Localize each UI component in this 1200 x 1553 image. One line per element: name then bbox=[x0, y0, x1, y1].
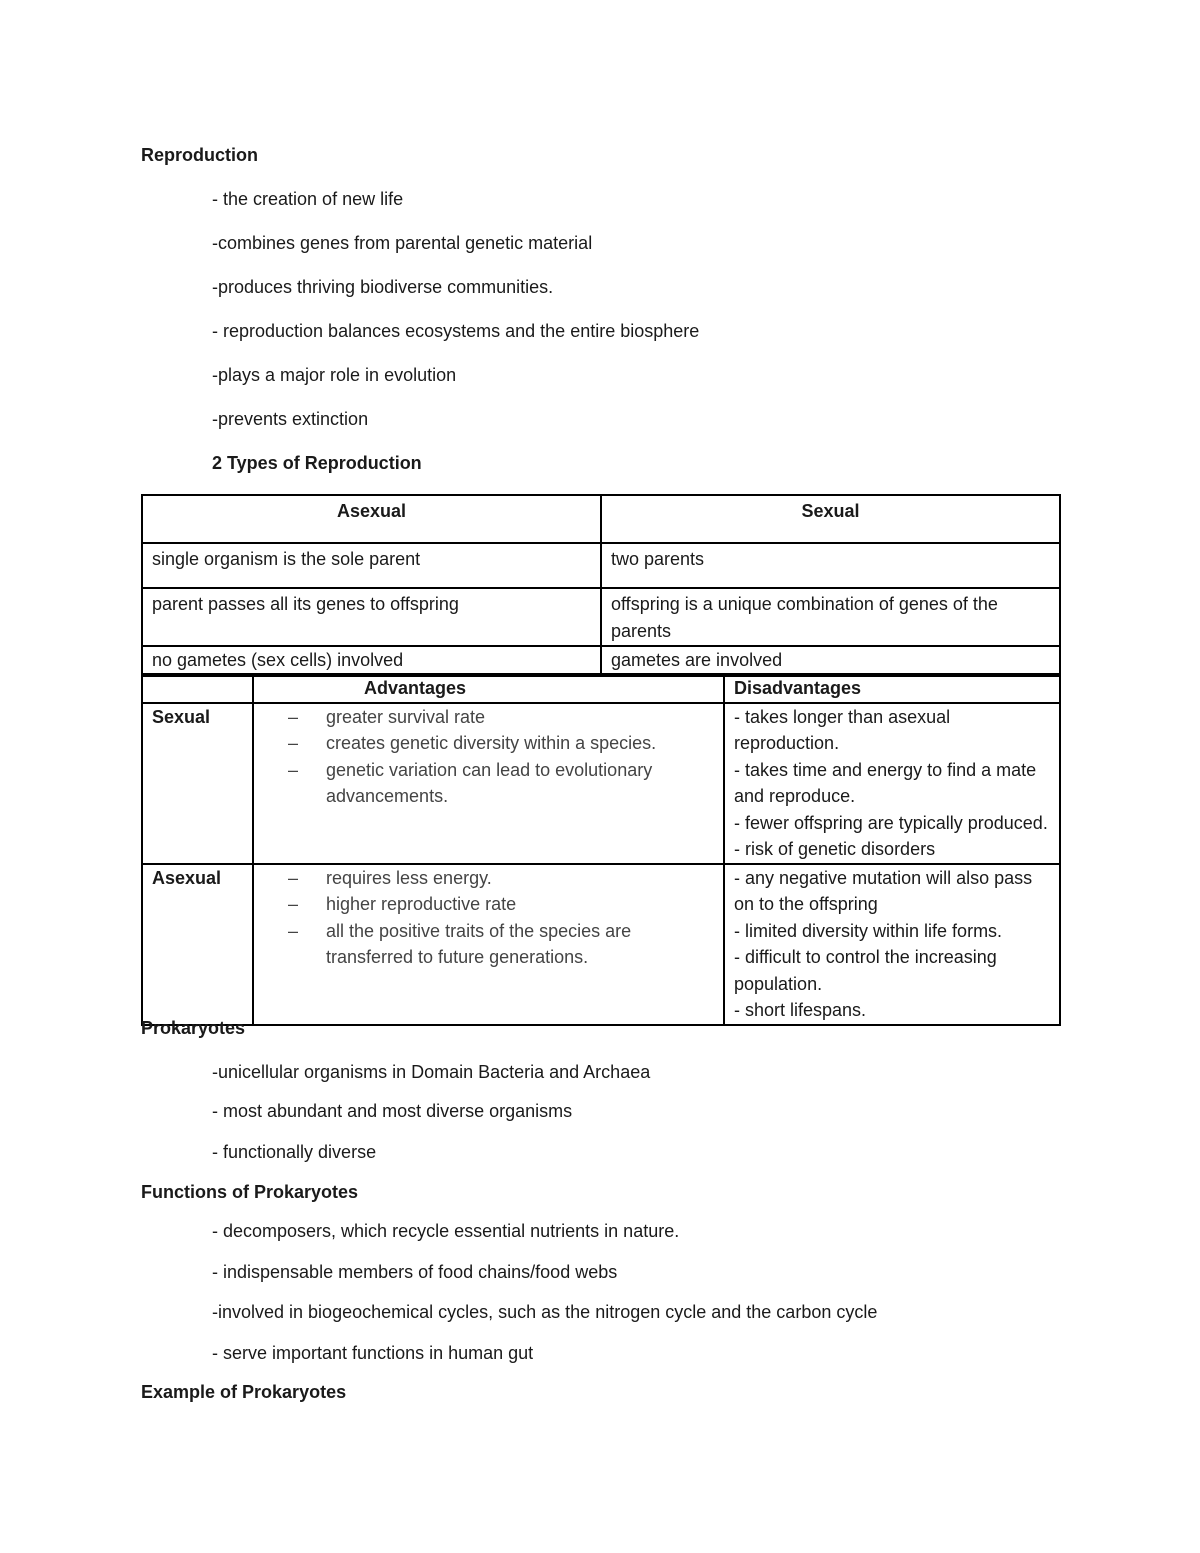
bullet-item: - reproduction balances ecosystems and the entire biosphere bbox=[212, 321, 700, 341]
section-heading-functions: Functions of Prokaryotes bbox=[141, 1182, 359, 1202]
table-row-sexual bbox=[142, 703, 1060, 864]
section-heading-types: 2 Types of Reproduction bbox=[212, 453, 422, 473]
column-header bbox=[142, 674, 253, 703]
column-header: Sexual bbox=[601, 495, 1060, 543]
section-heading-examples: Example of Prokaryotes bbox=[141, 1382, 347, 1402]
list-item: – higher reproductive rate bbox=[254, 891, 714, 918]
bullet-item: - the creation of new life bbox=[212, 189, 404, 209]
bullet-item: - functionally diverse bbox=[212, 1142, 377, 1162]
table-cell: gametes are involved bbox=[601, 646, 1060, 676]
table-cell: single organism is the sole parent bbox=[142, 543, 601, 588]
list-item: – creates genetic diversity within a species. bbox=[254, 730, 714, 757]
bullet-item: -produces thriving biodiverse communities. bbox=[212, 277, 554, 297]
table-cell: no gametes (sex cells) involved bbox=[142, 646, 601, 676]
bullet-item: -combines genes from parental genetic material bbox=[212, 233, 593, 253]
bullet-item: -unicellular organisms in Domain Bacteria and Archaea bbox=[212, 1062, 651, 1082]
list-item: – requires less energy. bbox=[254, 865, 714, 892]
column-header-disadvantages: Disadvantages bbox=[724, 674, 1060, 703]
bullet-item: - serve important functions in human gut bbox=[212, 1343, 534, 1363]
list-item: - limited diversity within life forms. bbox=[734, 920, 1003, 941]
table-cell: offspring is a unique combination of genes of the parents bbox=[601, 588, 1060, 646]
bullet-item: - indispensable members of food chains/food webs bbox=[212, 1262, 618, 1282]
advantages-table bbox=[141, 673, 1061, 1026]
advantages-cell bbox=[253, 864, 724, 1025]
section-heading-reproduction: Reproduction bbox=[141, 145, 258, 165]
disadvantages-cell bbox=[724, 864, 1060, 1025]
bullet-item: - decomposers, which recycle essential nutrients in nature. bbox=[212, 1221, 680, 1241]
bullet-item: -prevents extinction bbox=[212, 409, 369, 429]
table-row bbox=[142, 543, 1060, 588]
row-label: Asexual bbox=[142, 864, 253, 1025]
list-item: - any negative mutation will also pass on to the offspring bbox=[734, 867, 1033, 914]
row-label: Sexual bbox=[142, 703, 253, 864]
list-item: – genetic variation can lead to evolutionary advancements. bbox=[254, 757, 714, 810]
list-item: - takes time and energy to find a mate and reproduce. bbox=[734, 759, 1037, 806]
column-header: Asexual bbox=[142, 495, 601, 543]
list-item: – greater survival rate bbox=[254, 704, 714, 731]
table-row bbox=[142, 588, 1060, 646]
advantages-cell bbox=[253, 703, 724, 864]
list-item: - risk of genetic disorders bbox=[734, 839, 936, 859]
list-item: - short lifespans. bbox=[734, 1000, 867, 1020]
column-header-advantages: Advantages bbox=[253, 674, 724, 703]
bullet-item: -involved in biogeochemical cycles, such as the nitrogen cycle and the carbon cycle bbox=[212, 1302, 878, 1322]
disadvantages-cell bbox=[724, 703, 1060, 864]
types-table bbox=[141, 494, 1061, 677]
table-header-row bbox=[142, 674, 1060, 703]
table-cell: two parents bbox=[601, 543, 1060, 588]
table-row-asexual bbox=[142, 864, 1060, 1025]
table-header-row bbox=[142, 495, 1060, 543]
section-heading-prokaryotes: Prokaryotes bbox=[141, 1018, 246, 1038]
list-item: - difficult to control the increasing population. bbox=[734, 947, 997, 994]
bullet-item: -plays a major role in evolution bbox=[212, 365, 457, 385]
list-item: - takes longer than asexual reproduction. bbox=[734, 706, 951, 753]
table-row bbox=[142, 646, 1060, 676]
bullet-item: - most abundant and most diverse organisms bbox=[212, 1101, 573, 1121]
table-cell: parent passes all its genes to offspring bbox=[142, 588, 601, 646]
list-item: – all the positive traits of the species are transferred to future generations. bbox=[254, 918, 714, 971]
list-item: - fewer offspring are typically produced. bbox=[734, 812, 1048, 833]
